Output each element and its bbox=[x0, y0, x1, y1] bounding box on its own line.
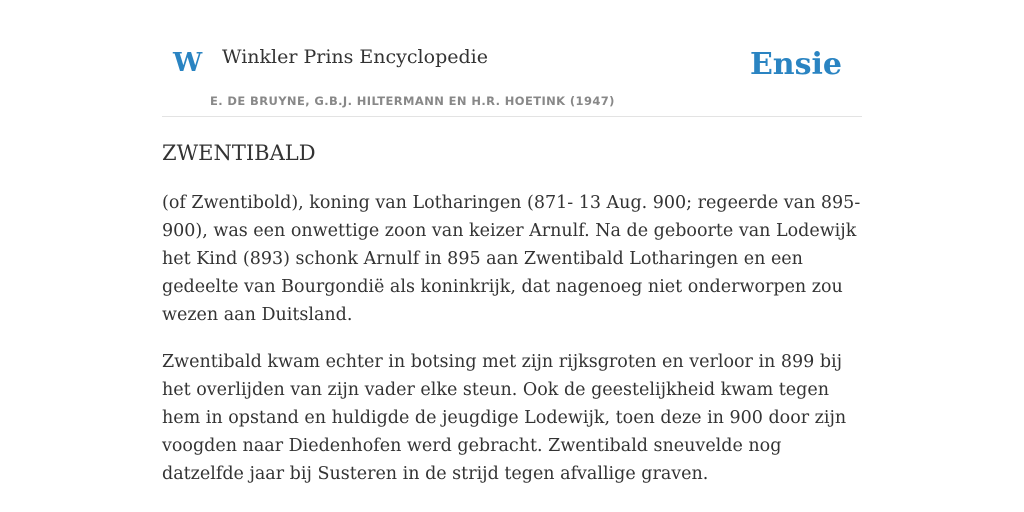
article-paragraph-2: Zwentibald kwam echter in botsing met zijn rijksgroten en verloor in 899 bij het overlijden van zijn vader elke steun. Ook de geestelijkheid kwam tegen hem in opstand en huldigde de jeugdige Lodewijk, toen deze in 900 door zijn voogden naar Diedenhofen werd gebracht. Zwentibald sneuvelde nog datzelfde jaar bij Susteren in de strijd tegen afvallige graven. bbox=[162, 352, 847, 485]
authors-line: E. DE BRUYNE, G.B.J. HILTERMANN EN H.R. HOETINK (1947) bbox=[210, 94, 615, 108]
encyclopedia-title[interactable]: Winkler Prins Encyclopedie bbox=[222, 46, 488, 68]
ensie-logo[interactable]: Ensie bbox=[749, 47, 842, 82]
article-paragraph-1: (of Zwentibold), koning van Lotharingen (871- 13 Aug. 900; regeerde van 895-900), was een onwettige zoon van keizer Arnulf. Na de geboorte van Lodewijk het Kind (893) schonk Arnulf in 895 aan Zwentibald Lotharingen en een gedeelte van Bourgondië als koninkrijk, dat nagenoeg niet onderworpen zou wezen aan Duitsland. bbox=[162, 193, 861, 326]
winkler-prins-logo[interactable]: W bbox=[173, 48, 203, 78]
article-headword: ZWENTIBALD bbox=[162, 141, 316, 165]
header bbox=[162, 30, 862, 117]
article bbox=[162, 140, 862, 507]
